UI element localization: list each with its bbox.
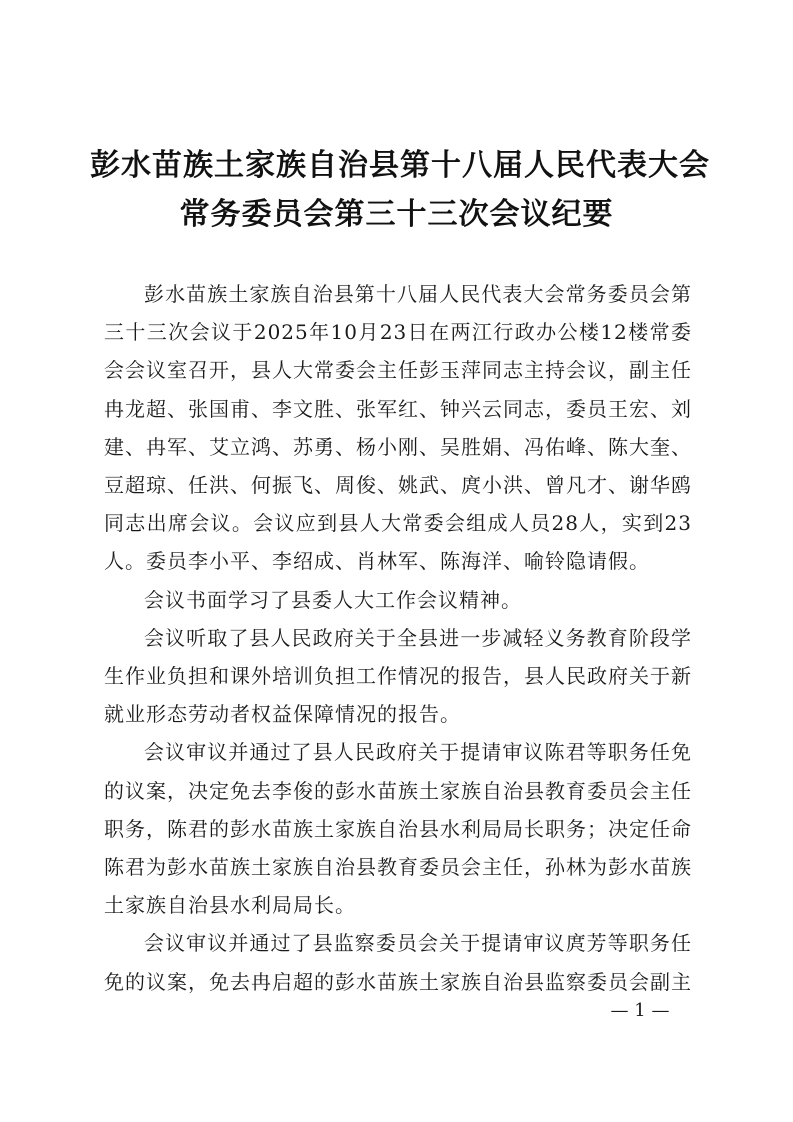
paragraph-supervision-appointments: 会议审议并通过了县监察委员会关于提请审议庹芳等职务任免的议案，免去冉启超的彭水苗族土家族自治县监察委员会副主 — [104, 931, 692, 994]
paragraph-attendance: 彭水苗族土家族自治县第十八届人民代表大会常务委员会第三十三次会议于2025年10月23日在两江行政办公楼12楼常委会会议室召开，县人大常委会主任彭玉萍同志主持会议，副主任冉龙超、张国甫、李文胜、张军红、钟兴云同志，委员王宏、刘建、冉军、艾立鸿、苏勇、杨小刚、吴胜娟、冯佑峰、陈大奎、豆超琼、任洪、何振飞、周俊、姚武、庹小洪、曾凡才、谢华鸥同志出席会议。会议应到县人大常委会组成人员28人，实到23人。委员李小平、李绍成、肖林军、陈海洋、喻铃隐请假。 — [104, 282, 692, 574]
document-body — [104, 275, 692, 1001]
paragraph-reports: 会议听取了县人民政府关于全县进一步减轻义务教育阶段学生作业负担和课外培训负担工作情况的报告，县人民政府关于新就业形态劳动者权益保障情况的报告。 — [104, 625, 692, 727]
page-number: — 1 — — [610, 1000, 670, 1021]
paragraph-study: 会议书面学习了县委人大工作会议精神。 — [144, 587, 522, 612]
paragraph-government-appointments: 会议审议并通过了县人民政府关于提请审议陈君等职务任免的议案，决定免去李俊的彭水苗族土家族自治县教育委员会主任职务，陈君的彭水苗族土家族自治县水利局局长职务；决定任命陈君为彭水苗族土家族自治县教育委员会主任，孙林为彭水苗族土家族自治县水利局局长。 — [104, 740, 692, 918]
document-title-line-1: 彭水苗族土家族自治县第十八届人民代表大会 — [90, 148, 710, 183]
document-title-line-2: 常务委员会第三十三次会议纪要 — [179, 197, 614, 232]
